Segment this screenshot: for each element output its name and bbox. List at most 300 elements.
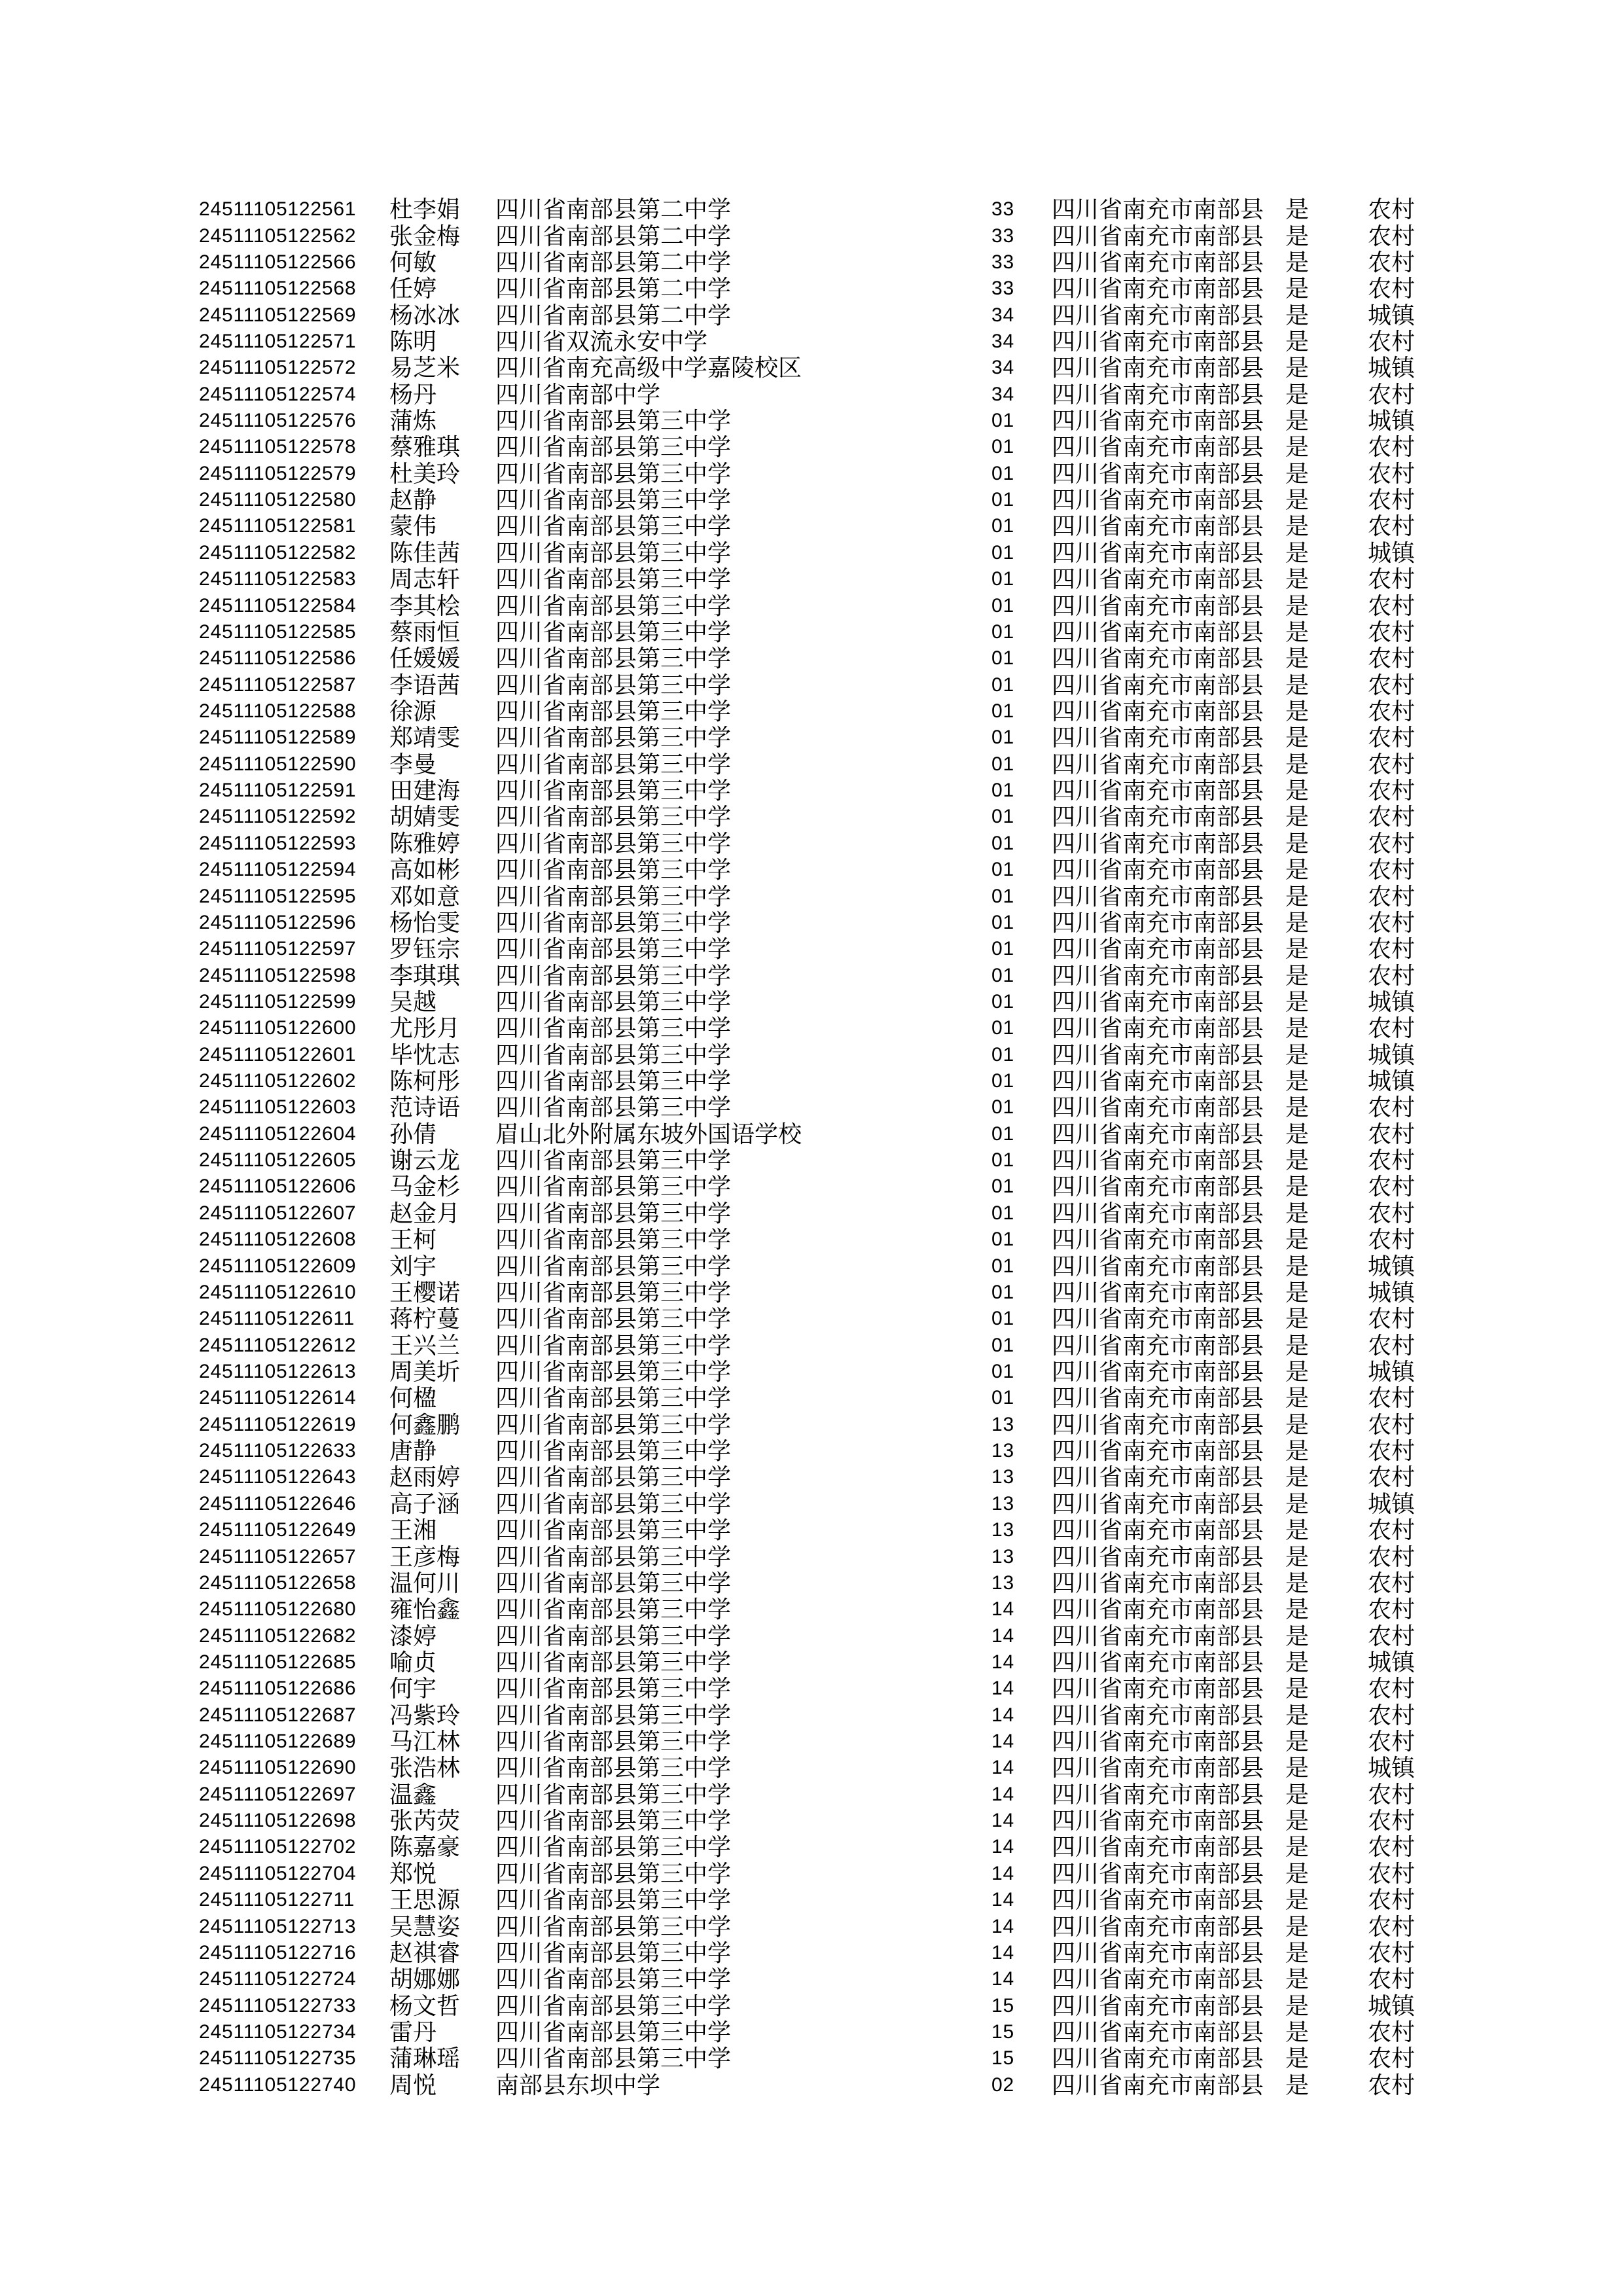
cell-exam-id: 24511105122657 bbox=[199, 1545, 357, 1568]
cell-confirm-flag: 是 bbox=[1285, 355, 1310, 382]
cell-district: 四川省南充市南部县 bbox=[1052, 1464, 1264, 1491]
cell-confirm-flag: 是 bbox=[1285, 672, 1310, 698]
cell-class-code: 14 bbox=[991, 1836, 1014, 1858]
cell-confirm-flag: 是 bbox=[1285, 698, 1310, 725]
cell-area-type: 城镇 bbox=[1368, 988, 1416, 1015]
cell-class-code: 01 bbox=[991, 832, 1014, 854]
cell-district: 四川省南充市南部县 bbox=[1052, 1649, 1264, 1676]
cell-confirm-flag: 是 bbox=[1285, 804, 1310, 831]
cell-district: 四川省南充市南部县 bbox=[1052, 1253, 1264, 1280]
cell-exam-id: 24511105122611 bbox=[199, 1308, 355, 1330]
cell-student-name: 李曼 bbox=[389, 751, 437, 778]
cell-area-type: 农村 bbox=[1368, 513, 1416, 540]
cell-area-type: 农村 bbox=[1368, 883, 1416, 910]
cell-class-code: 01 bbox=[991, 753, 1014, 775]
cell-exam-id: 24511105122735 bbox=[199, 2047, 357, 2070]
cell-area-type: 农村 bbox=[1368, 2072, 1416, 2098]
cell-confirm-flag: 是 bbox=[1285, 1464, 1310, 1491]
cell-exam-id: 24511105122578 bbox=[199, 436, 357, 458]
cell-school: 四川省南部县第三中学 bbox=[495, 1702, 732, 1729]
cell-school: 四川省南部县第三中学 bbox=[495, 1543, 732, 1570]
cell-class-code: 01 bbox=[991, 1070, 1014, 1092]
cell-student-name: 赵静 bbox=[389, 487, 437, 514]
cell-class-code: 01 bbox=[991, 700, 1014, 722]
cell-confirm-flag: 是 bbox=[1285, 302, 1310, 329]
cell-school: 四川省南部县第三中学 bbox=[495, 1041, 732, 1068]
cell-area-type: 农村 bbox=[1368, 1808, 1416, 1835]
cell-confirm-flag: 是 bbox=[1285, 1834, 1310, 1861]
cell-student-name: 蒲炼 bbox=[389, 408, 437, 435]
cell-class-code: 13 bbox=[991, 1571, 1014, 1594]
cell-area-type: 农村 bbox=[1368, 1227, 1416, 1253]
cell-class-code: 14 bbox=[991, 1598, 1014, 1621]
cell-class-code: 01 bbox=[991, 911, 1014, 933]
table-row bbox=[0, 910, 1623, 936]
cell-exam-id: 24511105122690 bbox=[199, 1757, 357, 1779]
cell-exam-id: 24511105122592 bbox=[199, 806, 357, 828]
cell-district: 四川省南充市南部县 bbox=[1052, 2018, 1264, 2045]
cell-district: 四川省南充市南部县 bbox=[1052, 619, 1264, 645]
cell-area-type: 农村 bbox=[1368, 223, 1416, 249]
cell-school: 四川省南部县第三中学 bbox=[495, 830, 732, 857]
cell-confirm-flag: 是 bbox=[1285, 328, 1310, 355]
cell-class-code: 14 bbox=[991, 1968, 1014, 1990]
cell-school: 眉山北外附属东坡外国语学校 bbox=[495, 1121, 802, 1147]
cell-school: 四川省南部县第三中学 bbox=[495, 1306, 732, 1333]
cell-area-type: 农村 bbox=[1368, 1464, 1416, 1491]
cell-class-code: 01 bbox=[991, 1017, 1014, 1039]
cell-district: 四川省南充市南部县 bbox=[1052, 1068, 1264, 1095]
cell-class-code: 01 bbox=[991, 1149, 1014, 1172]
cell-exam-id: 24511105122596 bbox=[199, 911, 357, 933]
cell-class-code: 14 bbox=[991, 1757, 1014, 1779]
cell-confirm-flag: 是 bbox=[1285, 1306, 1310, 1333]
cell-school: 四川省南部县第三中学 bbox=[495, 1332, 732, 1359]
table-row bbox=[0, 1491, 1623, 1517]
cell-student-name: 蒲琳瑶 bbox=[389, 2045, 461, 2072]
cell-school: 四川省南部县第三中学 bbox=[495, 1411, 732, 1438]
table-row bbox=[0, 1147, 1623, 1174]
cell-school: 四川省南部县第三中学 bbox=[495, 962, 732, 989]
cell-area-type: 农村 bbox=[1368, 1200, 1416, 1227]
cell-student-name: 周悦 bbox=[389, 2072, 437, 2098]
cell-area-type: 农村 bbox=[1368, 1385, 1416, 1412]
cell-confirm-flag: 是 bbox=[1285, 1913, 1310, 1940]
cell-class-code: 01 bbox=[991, 1334, 1014, 1356]
cell-student-name: 杨冰冰 bbox=[389, 302, 461, 329]
cell-exam-id: 24511105122580 bbox=[199, 489, 357, 511]
cell-exam-id: 24511105122607 bbox=[199, 1202, 357, 1224]
cell-district: 四川省南充市南部县 bbox=[1052, 909, 1264, 936]
cell-area-type: 农村 bbox=[1368, 1966, 1416, 1993]
cell-confirm-flag: 是 bbox=[1285, 381, 1310, 408]
cell-class-code: 14 bbox=[991, 1862, 1014, 1884]
cell-area-type: 农村 bbox=[1368, 1121, 1416, 1147]
cell-area-type: 农村 bbox=[1368, 1676, 1416, 1702]
cell-school: 四川省南部县第三中学 bbox=[495, 539, 732, 566]
cell-student-name: 张芮荧 bbox=[389, 1808, 461, 1835]
cell-confirm-flag: 是 bbox=[1285, 1755, 1310, 1782]
table-row bbox=[0, 1438, 1623, 1464]
cell-class-code: 01 bbox=[991, 1255, 1014, 1277]
cell-exam-id: 24511105122597 bbox=[199, 938, 357, 960]
cell-district: 四川省南充市南部县 bbox=[1052, 1094, 1264, 1121]
table-row bbox=[0, 857, 1623, 883]
cell-student-name: 郑悦 bbox=[389, 1860, 437, 1887]
cell-class-code: 34 bbox=[991, 304, 1014, 326]
cell-class-code: 14 bbox=[991, 1731, 1014, 1753]
cell-exam-id: 24511105122686 bbox=[199, 1677, 357, 1700]
cell-student-name: 陈雅婷 bbox=[389, 830, 461, 857]
cell-exam-id: 24511105122716 bbox=[199, 1941, 357, 1964]
cell-student-name: 胡婧雯 bbox=[389, 804, 461, 831]
cell-exam-id: 24511105122603 bbox=[199, 1096, 357, 1119]
cell-area-type: 农村 bbox=[1368, 1887, 1416, 1914]
cell-district: 四川省南充市南部县 bbox=[1052, 1411, 1264, 1438]
cell-exam-id: 24511105122579 bbox=[199, 462, 357, 484]
cell-area-type: 农村 bbox=[1368, 249, 1416, 276]
cell-district: 四川省南充市南部县 bbox=[1052, 804, 1264, 831]
cell-confirm-flag: 是 bbox=[1285, 249, 1310, 276]
table-row bbox=[0, 1332, 1623, 1358]
cell-school: 四川省双流永安中学 bbox=[495, 328, 708, 355]
cell-exam-id: 24511105122604 bbox=[199, 1122, 357, 1145]
table-row bbox=[0, 1280, 1623, 1306]
cell-student-name: 罗钰宗 bbox=[389, 936, 461, 963]
cell-school: 四川省南部县第三中学 bbox=[495, 804, 732, 831]
cell-exam-id: 24511105122713 bbox=[199, 1915, 357, 1937]
cell-area-type: 城镇 bbox=[1368, 1253, 1416, 1280]
cell-district: 四川省南充市南部县 bbox=[1052, 830, 1264, 857]
cell-student-name: 高如彬 bbox=[389, 857, 461, 884]
cell-class-code: 01 bbox=[991, 1360, 1014, 1382]
table-row bbox=[0, 1385, 1623, 1411]
cell-exam-id: 24511105122649 bbox=[199, 1519, 357, 1541]
cell-district: 四川省南充市南部县 bbox=[1052, 539, 1264, 566]
cell-class-code: 01 bbox=[991, 938, 1014, 960]
cell-exam-id: 24511105122702 bbox=[199, 1836, 357, 1858]
cell-area-type: 农村 bbox=[1368, 460, 1416, 487]
cell-district: 四川省南充市南部县 bbox=[1052, 249, 1264, 276]
cell-student-name: 张金梅 bbox=[389, 223, 461, 249]
cell-confirm-flag: 是 bbox=[1285, 645, 1310, 672]
cell-exam-id: 24511105122711 bbox=[199, 1889, 355, 1911]
cell-district: 四川省南充市南部县 bbox=[1052, 1121, 1264, 1147]
cell-district: 四川省南充市南部县 bbox=[1052, 1147, 1264, 1174]
cell-confirm-flag: 是 bbox=[1285, 1596, 1310, 1623]
cell-district: 四川省南充市南部县 bbox=[1052, 1517, 1264, 1544]
table-row bbox=[0, 1253, 1623, 1279]
table-row bbox=[0, 1306, 1623, 1332]
cell-exam-id: 24511105122584 bbox=[199, 594, 357, 617]
table-row bbox=[0, 698, 1623, 725]
cell-confirm-flag: 是 bbox=[1285, 1992, 1310, 2019]
cell-exam-id: 24511105122610 bbox=[199, 1281, 357, 1303]
cell-exam-id: 24511105122608 bbox=[199, 1229, 357, 1251]
cell-confirm-flag: 是 bbox=[1285, 1649, 1310, 1676]
cell-student-name: 陈柯彤 bbox=[389, 1068, 461, 1095]
cell-confirm-flag: 是 bbox=[1285, 460, 1310, 487]
cell-district: 四川省南充市南部县 bbox=[1052, 1966, 1264, 1993]
cell-area-type: 农村 bbox=[1368, 725, 1416, 751]
table-row bbox=[0, 804, 1623, 830]
cell-student-name: 任媛媛 bbox=[389, 645, 461, 672]
cell-area-type: 农村 bbox=[1368, 698, 1416, 725]
cell-confirm-flag: 是 bbox=[1285, 619, 1310, 645]
cell-exam-id: 24511105122583 bbox=[199, 568, 357, 590]
cell-confirm-flag: 是 bbox=[1285, 1253, 1310, 1280]
cell-area-type: 城镇 bbox=[1368, 1992, 1416, 2019]
cell-class-code: 13 bbox=[991, 1466, 1014, 1488]
cell-class-code: 14 bbox=[991, 1941, 1014, 1964]
cell-school: 四川省南部县第三中学 bbox=[495, 672, 732, 698]
cell-class-code: 01 bbox=[991, 806, 1014, 828]
cell-district: 四川省南充市南部县 bbox=[1052, 1596, 1264, 1623]
cell-school: 四川省南部县第二中学 bbox=[495, 223, 732, 249]
cell-student-name: 陈嘉豪 bbox=[389, 1834, 461, 1861]
table-row bbox=[0, 619, 1623, 645]
table-row bbox=[0, 1966, 1623, 1992]
cell-school: 四川省南部县第三中学 bbox=[495, 988, 732, 1015]
cell-school: 四川省南部县第二中学 bbox=[495, 276, 732, 302]
cell-district: 四川省南充市南部县 bbox=[1052, 1015, 1264, 1042]
cell-district: 四川省南充市南部县 bbox=[1052, 962, 1264, 989]
cell-area-type: 农村 bbox=[1368, 1094, 1416, 1121]
cell-area-type: 农村 bbox=[1368, 1411, 1416, 1438]
cell-exam-id: 24511105122599 bbox=[199, 990, 357, 1013]
cell-confirm-flag: 是 bbox=[1285, 1729, 1310, 1755]
cell-exam-id: 24511105122740 bbox=[199, 2073, 357, 2096]
cell-exam-id: 24511105122569 bbox=[199, 304, 357, 326]
cell-school: 四川省南部县第三中学 bbox=[495, 1596, 732, 1623]
cell-confirm-flag: 是 bbox=[1285, 1676, 1310, 1702]
cell-exam-id: 24511105122568 bbox=[199, 278, 357, 300]
cell-confirm-flag: 是 bbox=[1285, 1227, 1310, 1253]
cell-district: 四川省南充市南部县 bbox=[1052, 381, 1264, 408]
cell-student-name: 李琪琪 bbox=[389, 962, 461, 989]
table-row bbox=[0, 382, 1623, 408]
cell-school: 四川省南部县第三中学 bbox=[495, 460, 732, 487]
cell-exam-id: 24511105122590 bbox=[199, 753, 357, 775]
cell-exam-id: 24511105122605 bbox=[199, 1149, 357, 1172]
cell-student-name: 赵雨婷 bbox=[389, 1464, 461, 1491]
table-row bbox=[0, 196, 1623, 223]
cell-student-name: 王彦梅 bbox=[389, 1543, 461, 1570]
cell-class-code: 14 bbox=[991, 1915, 1014, 1937]
cell-class-code: 01 bbox=[991, 1096, 1014, 1119]
cell-area-type: 农村 bbox=[1368, 645, 1416, 672]
cell-student-name: 陈明 bbox=[389, 328, 437, 355]
cell-class-code: 01 bbox=[991, 1281, 1014, 1303]
cell-class-code: 01 bbox=[991, 620, 1014, 643]
cell-school: 四川省南部县第三中学 bbox=[495, 1490, 732, 1517]
cell-district: 四川省南充市南部县 bbox=[1052, 857, 1264, 884]
cell-student-name: 蔡雨恒 bbox=[389, 619, 461, 645]
cell-confirm-flag: 是 bbox=[1285, 1200, 1310, 1227]
cell-student-name: 马金杉 bbox=[389, 1174, 461, 1200]
cell-school: 四川省南部县第三中学 bbox=[495, 1464, 732, 1491]
table-row bbox=[0, 1094, 1623, 1121]
cell-area-type: 农村 bbox=[1368, 1781, 1416, 1808]
cell-student-name: 何鑫鹏 bbox=[389, 1411, 461, 1438]
table-row bbox=[0, 1015, 1623, 1041]
cell-class-code: 14 bbox=[991, 1624, 1014, 1647]
cell-student-name: 杨丹 bbox=[389, 381, 437, 408]
cell-district: 四川省南充市南部县 bbox=[1052, 1729, 1264, 1755]
table-row bbox=[0, 2072, 1623, 2098]
cell-district: 四川省南充市南部县 bbox=[1052, 196, 1264, 223]
cell-area-type: 农村 bbox=[1368, 1332, 1416, 1359]
cell-school: 四川省南部县第二中学 bbox=[495, 302, 732, 329]
cell-area-type: 农村 bbox=[1368, 487, 1416, 514]
table-row bbox=[0, 1887, 1623, 1913]
cell-district: 四川省南充市南部县 bbox=[1052, 1887, 1264, 1914]
cell-confirm-flag: 是 bbox=[1285, 1570, 1310, 1596]
cell-district: 四川省南充市南部县 bbox=[1052, 1834, 1264, 1861]
cell-confirm-flag: 是 bbox=[1285, 1411, 1310, 1438]
cell-school: 四川省南部县第三中学 bbox=[495, 513, 732, 540]
cell-school: 四川省南部县第三中学 bbox=[495, 566, 732, 593]
cell-student-name: 喻贞 bbox=[389, 1649, 437, 1676]
cell-school: 四川省南部县第三中学 bbox=[495, 1913, 732, 1940]
cell-district: 四川省南充市南部县 bbox=[1052, 1358, 1264, 1385]
cell-school: 四川省南部县第三中学 bbox=[495, 1200, 732, 1227]
cell-area-type: 农村 bbox=[1368, 1834, 1416, 1861]
cell-confirm-flag: 是 bbox=[1285, 883, 1310, 910]
cell-area-type: 农村 bbox=[1368, 830, 1416, 857]
cell-area-type: 农村 bbox=[1368, 1306, 1416, 1333]
cell-class-code: 01 bbox=[991, 568, 1014, 590]
table-row bbox=[0, 2019, 1623, 2045]
cell-class-code: 01 bbox=[991, 1229, 1014, 1251]
cell-district: 四川省南充市南部县 bbox=[1052, 725, 1264, 751]
cell-class-code: 01 bbox=[991, 594, 1014, 617]
table-row bbox=[0, 1755, 1623, 1781]
cell-class-code: 15 bbox=[991, 2020, 1014, 2043]
cell-district: 四川省南充市南部县 bbox=[1052, 1306, 1264, 1333]
cell-confirm-flag: 是 bbox=[1285, 725, 1310, 751]
table-row bbox=[0, 1121, 1623, 1147]
cell-exam-id: 24511105122582 bbox=[199, 541, 357, 564]
cell-district: 四川省南充市南部县 bbox=[1052, 1570, 1264, 1596]
table-row bbox=[0, 329, 1623, 355]
table-row bbox=[0, 566, 1623, 592]
cell-student-name: 温何川 bbox=[389, 1570, 461, 1596]
cell-class-code: 01 bbox=[991, 673, 1014, 696]
cell-area-type: 农村 bbox=[1368, 328, 1416, 355]
cell-area-type: 农村 bbox=[1368, 1438, 1416, 1465]
cell-exam-id: 24511105122646 bbox=[199, 1492, 357, 1515]
cell-class-code: 01 bbox=[991, 780, 1014, 802]
cell-confirm-flag: 是 bbox=[1285, 1808, 1310, 1835]
cell-student-name: 张浩林 bbox=[389, 1755, 461, 1782]
cell-school: 四川省南部县第三中学 bbox=[495, 1939, 732, 1966]
cell-exam-id: 24511105122680 bbox=[199, 1598, 357, 1621]
cell-confirm-flag: 是 bbox=[1285, 408, 1310, 435]
cell-exam-id: 24511105122593 bbox=[199, 832, 357, 854]
cell-area-type: 城镇 bbox=[1368, 539, 1416, 566]
cell-confirm-flag: 是 bbox=[1285, 1147, 1310, 1174]
cell-school: 四川省南部县第三中学 bbox=[495, 1676, 732, 1702]
cell-district: 四川省南充市南部县 bbox=[1052, 988, 1264, 1015]
cell-student-name: 周志轩 bbox=[389, 566, 461, 593]
cell-class-code: 34 bbox=[991, 357, 1014, 379]
cell-school: 四川省南部县第二中学 bbox=[495, 196, 732, 223]
cell-school: 四川省南部县第三中学 bbox=[495, 1570, 732, 1596]
cell-confirm-flag: 是 bbox=[1285, 196, 1310, 223]
cell-student-name: 吴越 bbox=[389, 988, 437, 1015]
cell-area-type: 城镇 bbox=[1368, 1358, 1416, 1385]
cell-area-type: 城镇 bbox=[1368, 1041, 1416, 1068]
cell-school: 四川省南部县第三中学 bbox=[495, 725, 732, 751]
cell-area-type: 农村 bbox=[1368, 566, 1416, 593]
table-row bbox=[0, 355, 1623, 381]
cell-school: 四川省南部县第三中学 bbox=[495, 778, 732, 804]
table-row bbox=[0, 1068, 1623, 1094]
cell-district: 四川省南充市南部县 bbox=[1052, 1860, 1264, 1887]
cell-area-type: 农村 bbox=[1368, 857, 1416, 884]
cell-district: 四川省南充市南部县 bbox=[1052, 566, 1264, 593]
cell-confirm-flag: 是 bbox=[1285, 1860, 1310, 1887]
cell-confirm-flag: 是 bbox=[1285, 909, 1310, 936]
table-row bbox=[0, 1174, 1623, 1200]
cell-district: 四川省南充市南部县 bbox=[1052, 1490, 1264, 1517]
cell-student-name: 赵金月 bbox=[389, 1200, 461, 1227]
cell-area-type: 农村 bbox=[1368, 1623, 1416, 1649]
cell-student-name: 何宇 bbox=[389, 1676, 437, 1702]
cell-school: 四川省南部县第三中学 bbox=[495, 751, 732, 778]
cell-exam-id: 24511105122682 bbox=[199, 1624, 357, 1647]
cell-area-type: 农村 bbox=[1368, 751, 1416, 778]
cell-school: 四川省南部县第三中学 bbox=[495, 1227, 732, 1253]
cell-student-name: 李语茜 bbox=[389, 672, 461, 698]
cell-area-type: 城镇 bbox=[1368, 408, 1416, 435]
cell-district: 四川省南充市南部县 bbox=[1052, 2072, 1264, 2098]
cell-exam-id: 24511105122689 bbox=[199, 1731, 357, 1753]
cell-exam-id: 24511105122687 bbox=[199, 1704, 357, 1726]
cell-district: 四川省南充市南部县 bbox=[1052, 645, 1264, 672]
cell-student-name: 赵祺睿 bbox=[389, 1939, 461, 1966]
table-row bbox=[0, 1834, 1623, 1860]
cell-area-type: 农村 bbox=[1368, 1015, 1416, 1042]
cell-confirm-flag: 是 bbox=[1285, 1623, 1310, 1649]
table-row bbox=[0, 1676, 1623, 1702]
cell-school: 四川省南部县第三中学 bbox=[495, 1808, 732, 1835]
cell-exam-id: 24511105122613 bbox=[199, 1360, 357, 1382]
cell-school: 四川省南部县第三中学 bbox=[495, 2045, 732, 2072]
cell-school: 南部县东坝中学 bbox=[495, 2072, 661, 2098]
cell-area-type: 农村 bbox=[1368, 2045, 1416, 2072]
cell-confirm-flag: 是 bbox=[1285, 1332, 1310, 1359]
cell-school: 四川省南部县第三中学 bbox=[495, 592, 732, 619]
cell-student-name: 刘宇 bbox=[389, 1253, 437, 1280]
cell-school: 四川省南部县第三中学 bbox=[495, 487, 732, 514]
cell-class-code: 33 bbox=[991, 198, 1014, 221]
cell-student-name: 李其桧 bbox=[389, 592, 461, 619]
cell-student-name: 杜美玲 bbox=[389, 460, 461, 487]
cell-exam-id: 24511105122572 bbox=[199, 357, 357, 379]
cell-confirm-flag: 是 bbox=[1285, 2018, 1310, 2045]
cell-district: 四川省南充市南部县 bbox=[1052, 223, 1264, 249]
cell-exam-id: 24511105122698 bbox=[199, 1810, 357, 1832]
cell-class-code: 01 bbox=[991, 859, 1014, 881]
cell-school: 四川省南部县第三中学 bbox=[495, 857, 732, 884]
table-row bbox=[0, 1359, 1623, 1385]
cell-exam-id: 24511105122571 bbox=[199, 330, 357, 352]
cell-confirm-flag: 是 bbox=[1285, 778, 1310, 804]
table-row bbox=[0, 936, 1623, 962]
cell-school: 四川省南部县第三中学 bbox=[495, 1385, 732, 1412]
